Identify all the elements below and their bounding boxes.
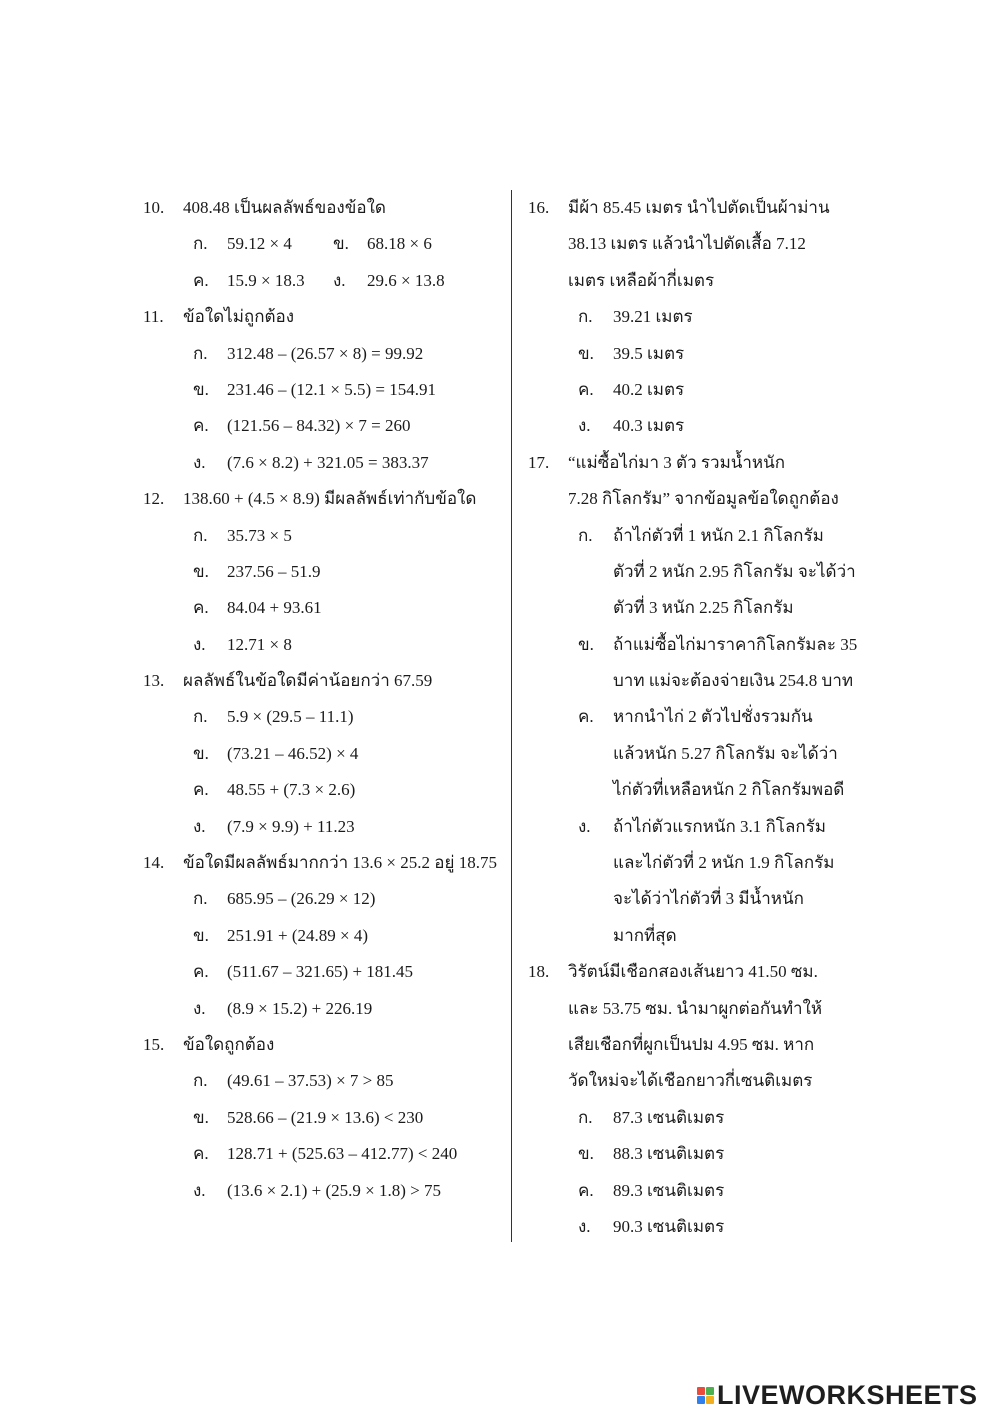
question-line — [143, 481, 508, 517]
answer-option-continued — [528, 918, 878, 954]
question-number: 14. — [143, 853, 165, 873]
answer-option-continued — [528, 845, 878, 881]
option-text: 84.04 + 93.61 — [227, 598, 322, 618]
option-text: 59.12 × 4 — [227, 234, 292, 254]
question-number: 15. — [143, 1034, 165, 1054]
option-text: ไก่ตัวที่เหลือหนัก 2 กิโลกรัมพอดี — [613, 780, 845, 800]
answer-option — [528, 627, 878, 663]
question-line — [143, 1027, 508, 1063]
answer-option — [143, 699, 508, 735]
option-letter: ก. — [193, 707, 208, 727]
option-letter: ข. — [578, 343, 594, 363]
answer-option — [143, 809, 508, 845]
question-line — [528, 445, 878, 481]
question-line — [528, 1027, 878, 1063]
question-number: 12. — [143, 489, 165, 509]
question-line — [143, 663, 508, 699]
right-column — [528, 190, 878, 1245]
option-text: ตัวที่ 2 หนัก 2.95 กิโลกรัม จะได้ว่า — [613, 561, 856, 581]
option-text: 35.73 × 5 — [227, 525, 292, 545]
answer-option — [143, 1136, 508, 1172]
answer-option — [143, 954, 508, 990]
answer-option — [333, 263, 445, 299]
option-text: (121.56 – 84.32) × 7 = 260 — [227, 416, 411, 436]
option-letter: ก. — [193, 1071, 208, 1091]
answer-option-continued — [528, 663, 878, 699]
option-letter: ง. — [578, 816, 591, 836]
option-text: ตัวที่ 3 หนัก 2.25 กิโลกรัม — [613, 598, 794, 618]
question-text: 7.28 กิโลกรัม” จากข้อมูลข้อใดถูกต้อง — [568, 489, 839, 509]
option-text: 40.2 เมตร — [613, 379, 685, 399]
question-line — [528, 1063, 878, 1099]
answer-option — [143, 991, 508, 1027]
option-text: (49.61 – 37.53) × 7 > 85 — [227, 1071, 394, 1091]
option-letter: ค. — [193, 270, 209, 290]
option-text: (7.9 × 9.9) + 11.23 — [227, 816, 355, 836]
answer-option — [143, 1063, 508, 1099]
question-text: “แม่ซื้อไก่มา 3 ตัว รวมน้ำหนัก — [568, 452, 786, 472]
column-divider — [511, 190, 512, 1242]
option-letter: ก. — [193, 234, 208, 254]
option-text: ถ้าไก่ตัวแรกหนัก 3.1 กิโลกรัม — [613, 816, 826, 836]
option-text: 231.46 – (12.1 × 5.5) = 154.91 — [227, 379, 436, 399]
answer-option — [528, 1136, 878, 1172]
option-letter: ข. — [193, 561, 209, 581]
option-letter: ค. — [193, 1144, 209, 1164]
question-text: วัดใหม่จะได้เชือกยาวกี่เซนติเมตร — [568, 1071, 813, 1091]
option-letter: ข. — [193, 925, 209, 945]
question-line — [143, 190, 508, 226]
option-text: 40.3 เมตร — [613, 416, 685, 436]
answer-option — [143, 408, 508, 444]
option-letter: ข. — [193, 379, 209, 399]
option-text: มากที่สุด — [613, 925, 677, 945]
option-text: (13.6 × 2.1) + (25.9 × 1.8) > 75 — [227, 1180, 441, 1200]
option-letter: ข. — [193, 1107, 209, 1127]
option-text: 685.95 – (26.29 × 12) — [227, 889, 376, 909]
option-text: 12.71 × 8 — [227, 634, 292, 654]
option-text: 251.91 + (24.89 × 4) — [227, 925, 368, 945]
question-text: ข้อใดถูกต้อง — [183, 1034, 275, 1054]
brand-text: LIVEWORKSHEETS — [717, 1379, 978, 1410]
answer-option — [143, 918, 508, 954]
option-text: แล้วหนัก 5.27 กิโลกรัม จะได้ว่า — [613, 743, 838, 763]
option-text: จะได้ว่าไก่ตัวที่ 3 มีน้ำหนัก — [613, 889, 804, 909]
answer-option — [528, 336, 878, 372]
answer-option — [528, 809, 878, 845]
answer-option — [333, 226, 432, 262]
question-text: มีผ้า 85.45 เมตร นำไปตัดเป็นผ้าม่าน — [568, 198, 830, 217]
left-column — [143, 190, 508, 1209]
option-pair-row — [143, 263, 508, 299]
option-letter: ก. — [578, 525, 593, 545]
option-letter: ข. — [333, 234, 349, 254]
option-text: 88.3 เซนติเมตร — [613, 1144, 725, 1164]
question-text: วิรัตน์มีเชือกสองเส้นยาว 41.50 ซม. — [568, 962, 818, 982]
question-number: 18. — [528, 962, 550, 982]
option-text: ถ้าแม่ซื้อไก่มาราคากิโลกรัมละ 35 — [613, 634, 858, 654]
answer-option — [143, 1100, 508, 1136]
option-letter: ค. — [193, 598, 209, 618]
question-line — [528, 991, 878, 1027]
answer-option — [528, 518, 878, 554]
answer-option — [143, 772, 508, 808]
question-number: 13. — [143, 671, 165, 691]
answer-option — [193, 226, 333, 262]
option-text: 89.3 เซนติเมตร — [613, 1180, 725, 1200]
option-letter: ค. — [193, 416, 209, 436]
option-letter: ค. — [578, 1180, 594, 1200]
question-line — [528, 263, 878, 299]
option-letter: ง. — [193, 452, 206, 472]
option-letter: ข. — [578, 1144, 594, 1164]
option-text: 39.5 เมตร — [613, 343, 685, 363]
answer-option-continued — [528, 881, 878, 917]
option-letter: ค. — [578, 379, 594, 399]
answer-option — [528, 1173, 878, 1209]
option-text: (73.21 – 46.52) × 4 — [227, 743, 359, 763]
question-text: 38.13 เมตร แล้วนำไปตัดเสื้อ 7.12 — [568, 234, 806, 254]
option-letter: ข. — [193, 743, 209, 763]
option-letter: ก. — [193, 343, 208, 363]
answer-option — [193, 263, 333, 299]
option-text: 39.21 เมตร — [613, 307, 693, 327]
liveworksheets-logo-icon — [697, 1387, 714, 1404]
answer-option — [143, 627, 508, 663]
question-number: 16. — [528, 198, 550, 217]
question-line — [143, 299, 508, 335]
question-text: 138.60 + (4.5 × 8.9) มีผลลัพธ์เท่ากับข้อใด — [183, 489, 477, 509]
option-text: (7.6 × 8.2) + 321.05 = 383.37 — [227, 452, 429, 472]
question-text: ผลลัพธ์ในข้อใดมีค่าน้อยกว่า 67.59 — [183, 671, 433, 691]
option-letter: ง. — [578, 416, 591, 436]
option-letter: ค. — [193, 780, 209, 800]
option-letter: ง. — [333, 270, 346, 290]
option-text: 312.48 – (26.57 × 8) = 99.92 — [227, 343, 424, 363]
option-letter: ก. — [193, 525, 208, 545]
answer-option — [143, 372, 508, 408]
option-letter: ก. — [578, 1107, 593, 1127]
option-pair-row — [143, 226, 508, 262]
option-text: 15.9 × 18.3 — [227, 270, 305, 290]
option-letter: ง. — [193, 1180, 206, 1200]
option-text: หากนำไก่ 2 ตัวไปชั่งรวมกัน — [613, 707, 813, 727]
answer-option — [143, 554, 508, 590]
question-text: และ 53.75 ซม. นำมาผูกต่อกันทำให้ — [568, 998, 823, 1018]
answer-option — [143, 336, 508, 372]
answer-option — [143, 1173, 508, 1209]
question-number: 11. — [143, 307, 164, 327]
option-text: 48.55 + (7.3 × 2.6) — [227, 780, 356, 800]
question-text: เสียเชือกที่ผูกเป็นปม 4.95 ซม. หาก — [568, 1034, 815, 1054]
option-letter: ง. — [193, 998, 206, 1018]
option-text: 29.6 × 13.8 — [367, 270, 445, 290]
question-text: ข้อใดมีผลลัพธ์มากกว่า 13.6 × 25.2 อยู่ 18.75 — [183, 853, 497, 873]
option-letter: ก. — [578, 307, 593, 327]
answer-option — [143, 590, 508, 626]
question-line — [143, 845, 508, 881]
answer-option — [528, 1100, 878, 1136]
question-line — [528, 954, 878, 990]
answer-option — [143, 518, 508, 554]
answer-option-continued — [528, 736, 878, 772]
answer-option — [528, 408, 878, 444]
question-text: 408.48 เป็นผลลัพธ์ของข้อใด — [183, 198, 386, 217]
question-number: 17. — [528, 452, 550, 472]
answer-option — [143, 445, 508, 481]
answer-option — [528, 299, 878, 335]
option-letter: ง. — [578, 1216, 591, 1236]
question-line — [528, 481, 878, 517]
option-text: ถ้าไก่ตัวที่ 1 หนัก 2.1 กิโลกรัม — [613, 525, 824, 545]
option-text: 90.3 เซนติเมตร — [613, 1216, 725, 1236]
answer-option-continued — [528, 590, 878, 626]
option-letter: ข. — [578, 634, 594, 654]
option-letter: ค. — [578, 707, 594, 727]
option-text: 68.18 × 6 — [367, 234, 432, 254]
question-text: เมตร เหลือผ้ากี่เมตร — [568, 270, 715, 290]
option-text: 5.9 × (29.5 – 11.1) — [227, 707, 354, 727]
option-text: 128.71 + (525.63 – 412.77) < 240 — [227, 1144, 458, 1164]
option-text: บาท แม่จะต้องจ่ายเงิน 254.8 บาท — [613, 671, 854, 691]
answer-option — [528, 372, 878, 408]
option-text: 237.56 – 51.9 — [227, 561, 321, 581]
liveworksheets-brand — [697, 1380, 978, 1410]
option-text: และไก่ตัวที่ 2 หนัก 1.9 กิโลกรัม — [613, 853, 835, 873]
option-text: 87.3 เซนติเมตร — [613, 1107, 725, 1127]
question-line — [528, 190, 878, 226]
answer-option-continued — [528, 554, 878, 590]
question-number: 10. — [143, 198, 165, 217]
question-text: ข้อใดไม่ถูกต้อง — [183, 307, 295, 327]
option-letter: ก. — [193, 889, 208, 909]
answer-option — [528, 699, 878, 735]
answer-option — [528, 1209, 878, 1245]
option-text: (511.67 – 321.65) + 181.45 — [227, 962, 414, 982]
answer-option — [143, 736, 508, 772]
option-letter: ง. — [193, 634, 206, 654]
answer-option-continued — [528, 772, 878, 808]
question-line — [528, 226, 878, 262]
option-letter: ค. — [193, 962, 209, 982]
option-text: (8.9 × 15.2) + 226.19 — [227, 998, 373, 1018]
option-letter: ง. — [193, 816, 206, 836]
answer-option — [143, 881, 508, 917]
option-text: 528.66 – (21.9 × 13.6) < 230 — [227, 1107, 424, 1127]
